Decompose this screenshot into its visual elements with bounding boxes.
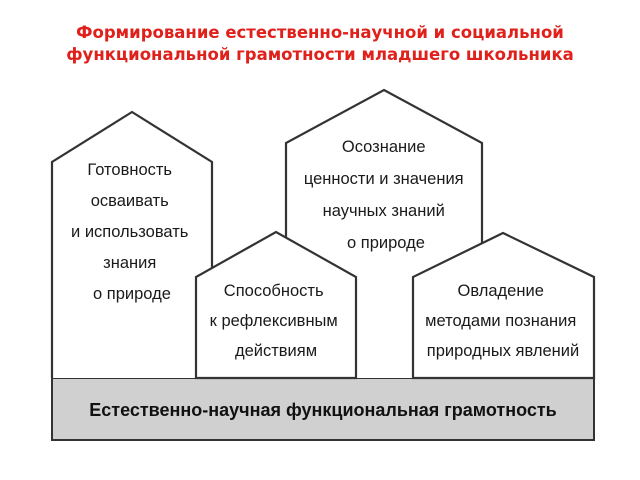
- house-readiness-line-4: знания: [103, 254, 157, 272]
- house-mastery-line-2: методами познания: [425, 312, 577, 330]
- house-ability-line-1: Способность: [223, 282, 324, 300]
- house-readiness-line-2: осваивать: [90, 192, 169, 210]
- house-mastery-line-1: Овладение: [457, 282, 544, 300]
- house-readiness-line-1: Готовность: [87, 161, 173, 179]
- house-awareness-line-1: Осознание: [341, 138, 426, 156]
- house-mastery-line-3: природных явлений: [426, 342, 580, 360]
- title-line-2: функциональной грамотности младшего школьника: [66, 45, 574, 64]
- house-awareness-line-3: научных знаний: [322, 202, 445, 220]
- house-ability-line-2: к рефлексивным: [209, 312, 338, 330]
- house-ability-line-3: действиям: [234, 342, 318, 360]
- house-awareness-line-4: о природе: [347, 234, 425, 252]
- title-line-1: Формирование естественно-научной и социальной: [76, 23, 564, 42]
- house-readiness-line-3: и использовать: [71, 223, 189, 241]
- house-readiness: [52, 112, 212, 378]
- house-awareness-line-2: ценности и значения: [303, 170, 464, 188]
- banner-text: Естественно-научная функциональная грамотность: [89, 400, 557, 420]
- house-readiness-line-5: о природе: [93, 285, 171, 303]
